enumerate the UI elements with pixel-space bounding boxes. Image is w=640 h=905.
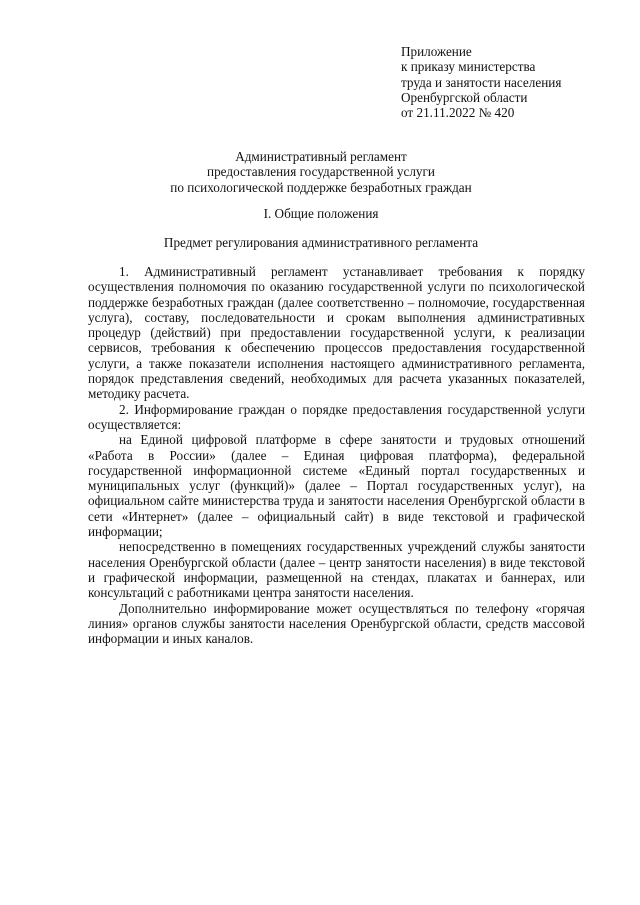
paragraph-1: 1. Административный регламент устанавливает требования к порядку осуществления полномочия по оказанию государственной услуги по психологической поддержке безработных граждан (далее соответственно – полномочие, государственная услуга), составу, последовательности и срокам выполнения административных процедур (действий) при предоставлении государственной услуги, к реализации сервисов, требования к обеспечению процессов предоставления государственной услуги, а также показатели исполнения настоящего административного регламента, порядок представления сведений, необходимых для расчета указанных показателей, методику расчета. <box>88 264 585 402</box>
paragraph-5: Дополнительно информирование может осуществляться по телефону «горячая линия» органов службы занятости населения Оренбургской области, средств массовой информации и иных каналов. <box>88 600 585 647</box>
title-line-3: по психологической поддержке безработных граждан <box>170 179 472 195</box>
appendix-line-ministry: труда и занятости населения <box>401 74 562 90</box>
appendix-line-region: Оренбургской области <box>401 89 528 105</box>
paragraph-2: 2. Информирование граждан о порядке предоставления государственной услуги осуществляется: <box>88 401 585 432</box>
subsection-heading: Предмет регулирования административного регламента <box>163 235 479 250</box>
title-line-1: Административный регламент <box>235 149 407 164</box>
title-line-2: предоставления государственной услуги <box>207 164 435 180</box>
appendix-line-title: Приложение <box>401 44 472 59</box>
section-heading: I. Общие положения <box>263 206 379 221</box>
document-title <box>60 149 582 195</box>
document-body <box>88 264 585 646</box>
appendix-line-date-number: от 21.11.2022 № 420 <box>401 105 515 121</box>
appendix-block <box>401 44 611 120</box>
appendix-line-order: к приказу министерства <box>401 59 536 75</box>
paragraph-3: на Единой цифровой платформе в сфере занятости и трудовых отношений «Работа в России» (далее – Единая цифровая платформа), федеральной государственной информационной системе «Единый портал государственных и муниципальных услуг (функций)» (далее – Портал государственных услуг), на официальном сайте министерства труда и занятости населения Оренбургской области в сети «Интернет» (далее – официальный сайт) в виде текстовой и графической информации; <box>88 432 585 540</box>
paragraph-4: непосредственно в помещениях государственных учреждений службы занятости населения Оренбургской области (далее – центр занятости населения) в виде текстовой и графической информации, размещенной на стендах, плакатах и баннерах, или консультаций с работниками центра занятости населения. <box>88 539 585 601</box>
